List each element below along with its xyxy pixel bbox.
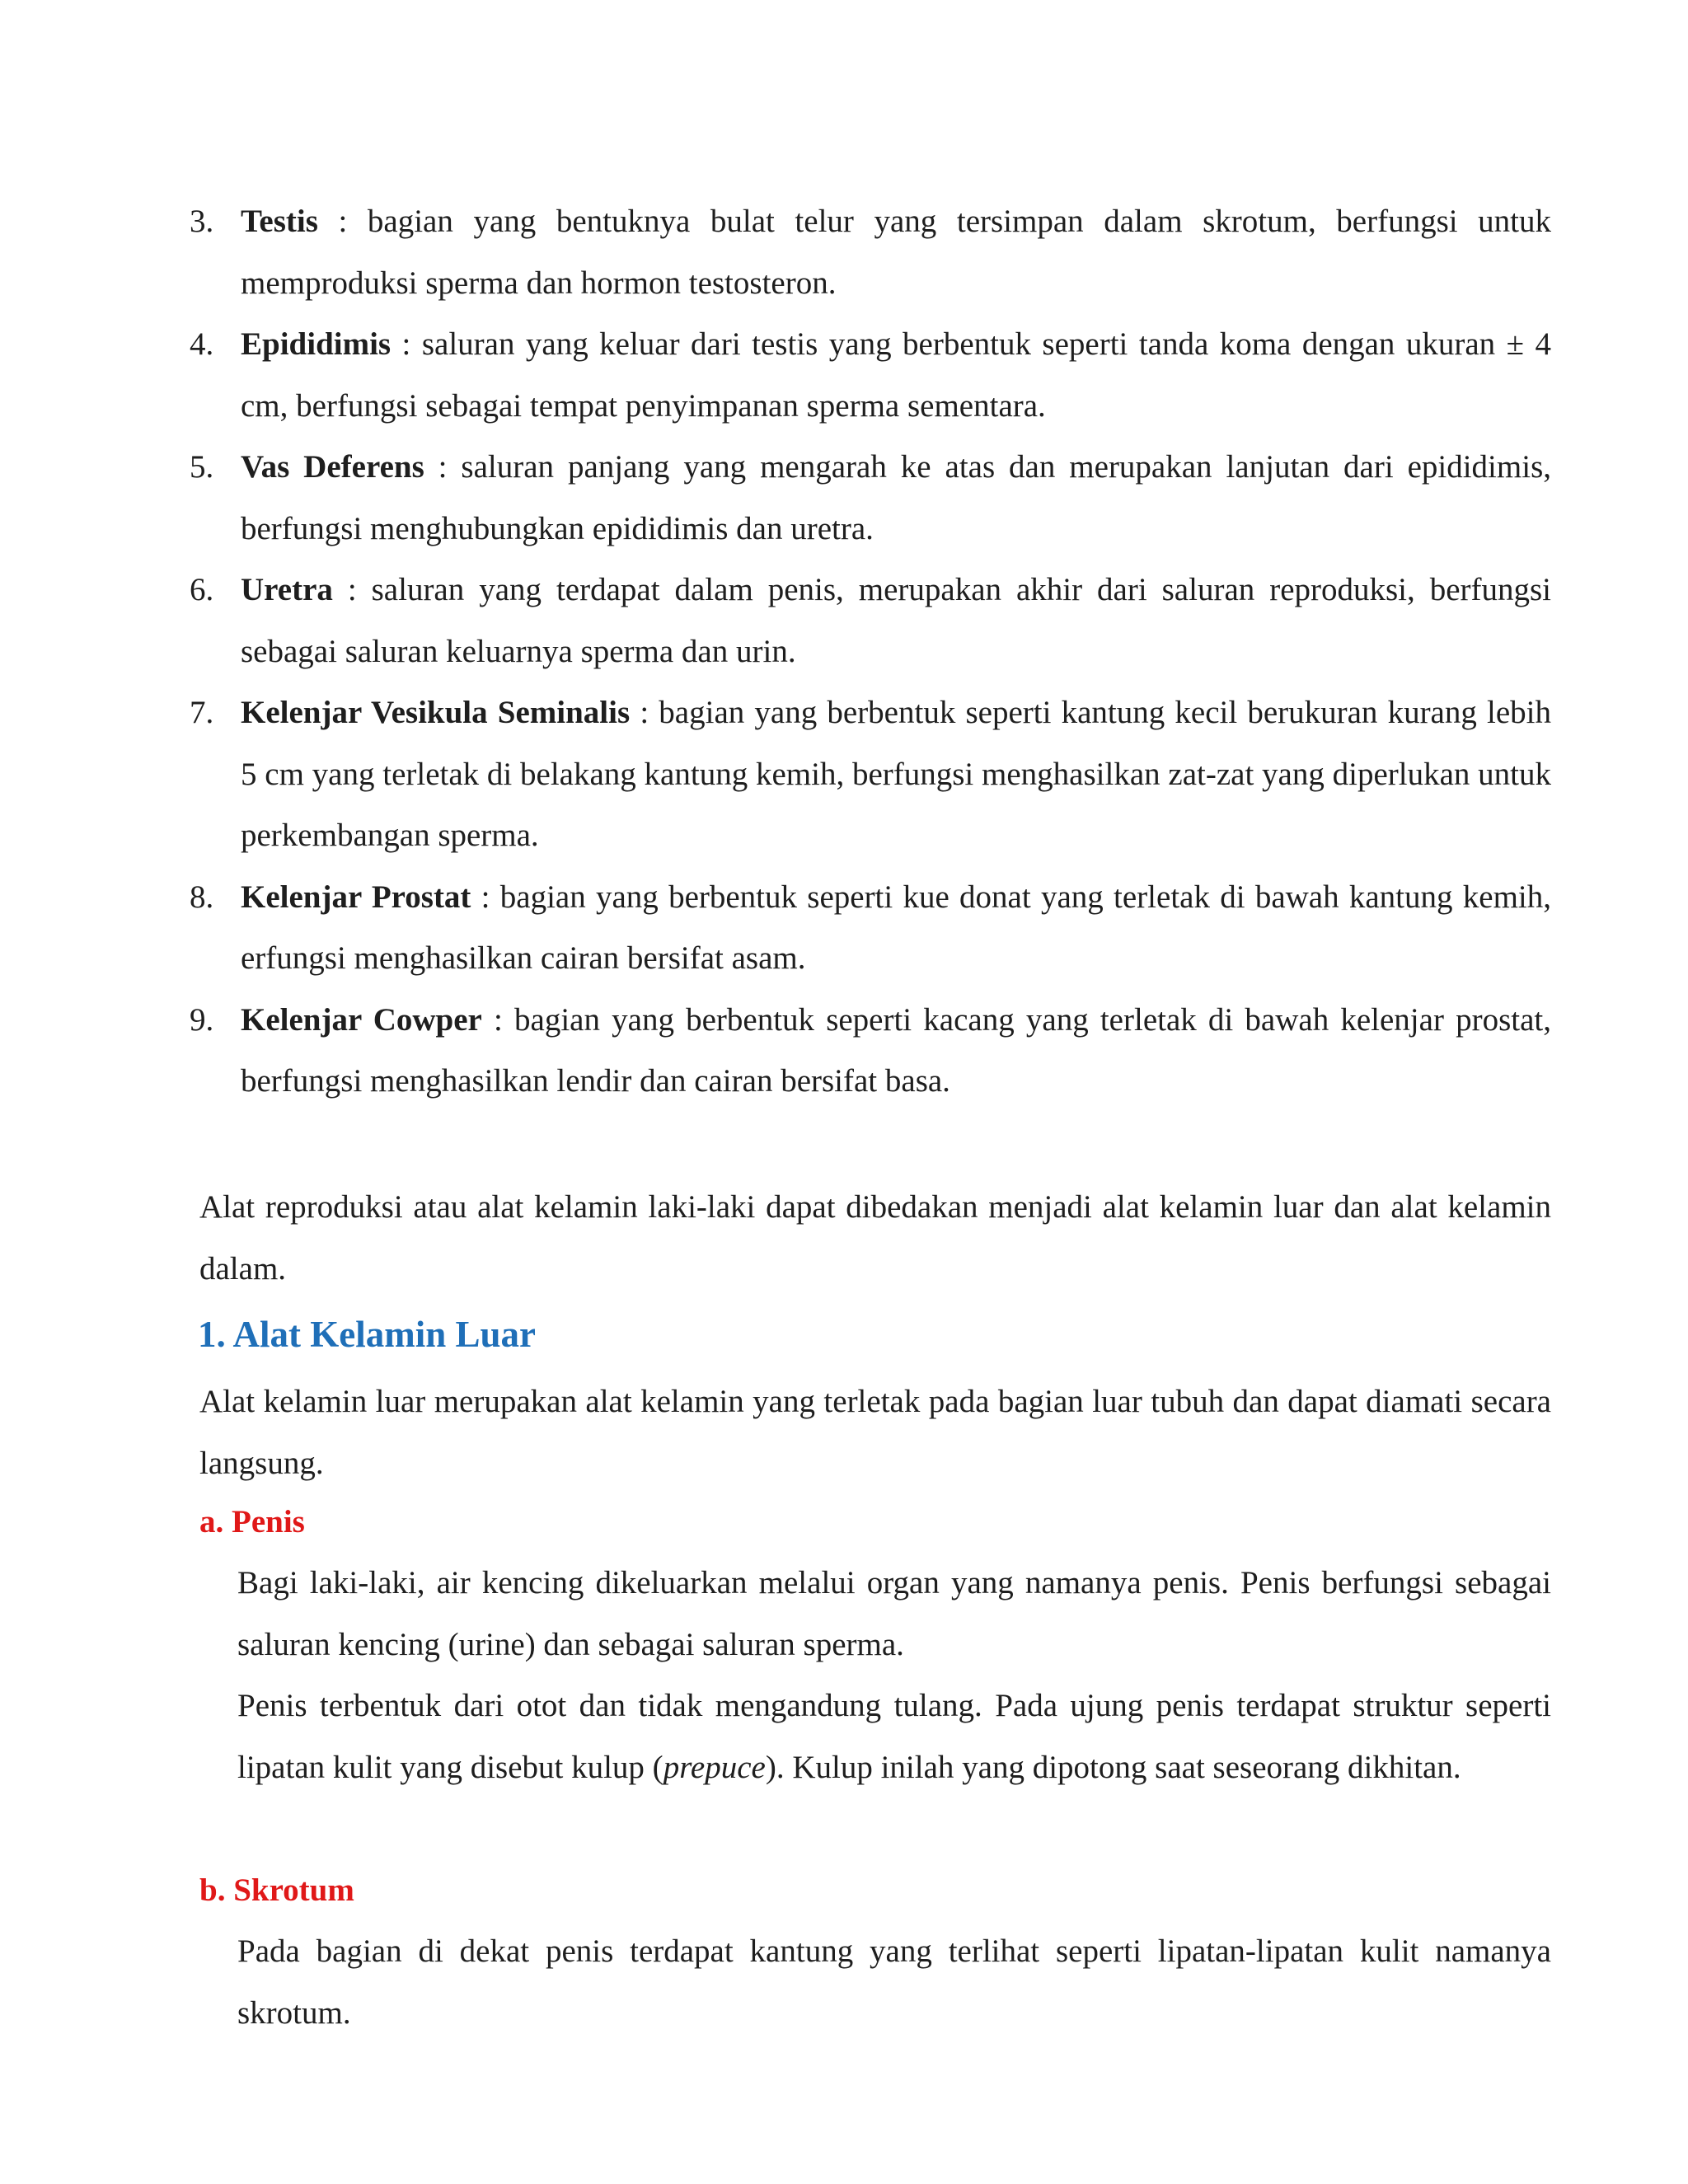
subheading-skrotum: b. Skrotum <box>199 1872 354 1908</box>
list-item <box>190 191 1551 314</box>
penis-paragraph-2-text-end: ). Kulup inilah yang dipotong saat seseorang dikhitan. <box>765 1749 1461 1785</box>
skrotum-paragraph-1: Pada bagian di dekat penis terdapat kantung yang terlihat seperti lipatan-lipatan kulit namanya skrotum. <box>237 1933 1551 2031</box>
list-item-term: Kelenjar Prostat <box>241 879 471 915</box>
prepuce-term: prepuce <box>663 1749 766 1785</box>
subheading-penis: a. Penis <box>199 1504 305 1540</box>
organ-numbered-list <box>0 191 1688 1113</box>
penis-paragraph-2 <box>237 1675 1551 1798</box>
list-item-term: Kelenjar Vesikula Seminalis <box>241 695 631 730</box>
list-item-term: Kelenjar Cowper <box>241 1001 482 1038</box>
list-item-number: 7. <box>190 695 214 730</box>
section-description: Alat kelamin luar merupakan alat kelamin yang terletak pada bagian luar tubuh dan dapat diamati secara langsung. <box>199 1384 1551 1481</box>
list-item-number: 5. <box>190 449 214 485</box>
list-item-number: 3. <box>190 204 214 239</box>
list-item-text: : saluran panjang yang mengarah ke atas dan merupakan lanjutan dari epididimis, berfungsi menghubungkan epididimis dan uretra. <box>241 449 1551 546</box>
list-item-text: : saluran yang keluar dari testis yang berbentuk seperti tanda koma dengan ukuran ± 4 cm, berfungsi sebagai tempat penyimpanan sperma sementara. <box>241 326 1551 424</box>
list-item-number: 4. <box>190 326 214 362</box>
list-item-text: : bagian yang berbentuk seperti kantung kecil berukuran kurang lebih 5 cm yang terletak di belakang kantung kemih, berfungsi menghasilkan zat-zat yang diperlukan untuk perkembangan sperma. <box>241 695 1552 853</box>
list-item-term: Epididimis <box>241 326 392 362</box>
list-item-term: Vas Deferens <box>241 449 424 485</box>
penis-paragraph-2-text: Penis terbentuk dari otot dan tidak mengandung tulang. Pada ujung penis terdapat struktur seperti lipatan kulit yang disebut kulup ( <box>237 1688 1551 1785</box>
section-heading-alat-kelamin-luar: 1. Alat Kelamin Luar <box>198 1314 537 1355</box>
list-item-text: : saluran yang terdapat dalam penis, merupakan akhir dari saluran reproduksi, berfungsi sebagai saluran keluarnya sperma dan urin. <box>241 572 1551 669</box>
list-item-text: : bagian yang bentuknya bulat telur yang tersimpan dalam skrotum, berfungsi untuk memproduksi sperma dan hormon testosteron. <box>241 204 1551 301</box>
intro-paragraph: Alat reproduksi atau alat kelamin laki-laki dapat dibedakan menjadi alat kelamin luar dan alat kelamin dalam. <box>199 1189 1551 1286</box>
list-item-term: Uretra <box>241 572 333 607</box>
list-item-number: 9. <box>190 1001 214 1038</box>
list-item-text: : bagian yang berbentuk seperti kue donat yang terletak di bawah kantung kemih, erfungsi menghasilkan cairan bersifat asam. <box>241 879 1552 976</box>
list-item-term: Testis <box>241 204 318 239</box>
list-item-number: 8. <box>190 879 214 915</box>
list-item <box>190 682 1552 867</box>
list-item <box>190 560 1551 682</box>
list-item <box>190 437 1551 560</box>
list-item <box>190 990 1551 1113</box>
list-item-number: 6. <box>190 572 214 607</box>
list-item <box>190 314 1551 437</box>
list-item <box>190 867 1552 990</box>
penis-paragraph-1: Bagi laki-laki, air kencing dikeluarkan melalui organ yang namanya penis. Penis berfungsi sebagai saluran kencing (urine) dan sebagai saluran sperma. <box>237 1565 1551 1662</box>
list-item-text: : bagian yang berbentuk seperti kacang yang terletak di bawah kelenjar prostat, berfungsi menghasilkan lendir dan cairan bersifat basa. <box>241 1001 1551 1099</box>
